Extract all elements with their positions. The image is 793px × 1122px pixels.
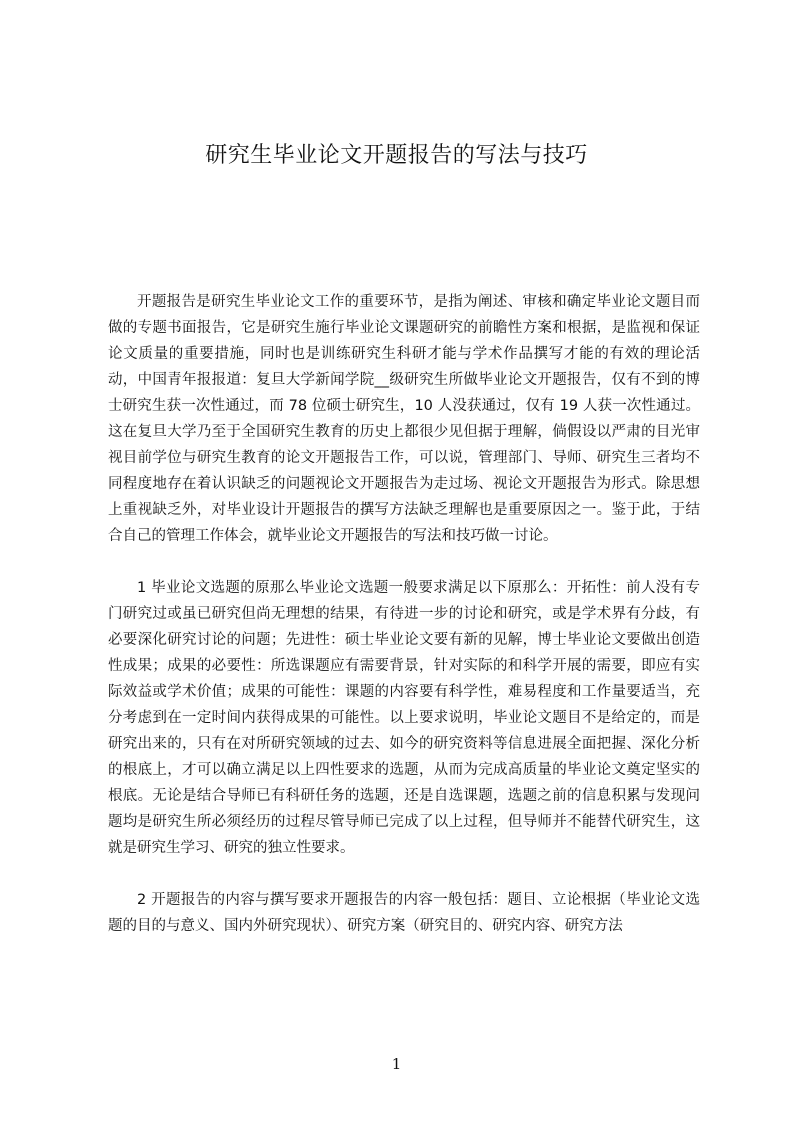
paragraph-section-2: 2 开题报告的内容与撰写要求开题报告的内容一般包括：题目、立论根据（毕业论文选题的目的与意义、国内外研究现状）、研究方案（研究目的、研究内容、研究方法 (108, 892, 700, 934)
document-body (108, 289, 700, 939)
paragraph-section-1: 1 毕业论文选题的原那么毕业论文选题一般要求满足以下原那么：开拓性：前人没有专门研究过或虽已研究但尚无理想的结果，有待进一步的讨论和研究，或是学术界有分歧，有必要深化研究讨论的问题；先进性：硕士毕业论文要有新的见解，博士毕业论文要做出创造性成果；成果的必要性：所选课题应有需要背景，针对实际的和科学开展的需要，即应有实际效益或学术价值；成果的可能性：课题的内容要有科学性，难易程度和工作量要适当，充分考虑到在一定时间内获得成果的可能性。以上要求说明，毕业论文题目不是给定的，而是研究出来的，只有在对所研究领域的过去、如今的研究资料等信息进展全面把握、深化分析的根底上，才可以确立满足以上四性要求的选题，从而为完成高质量的毕业论文奠定坚实的根底。无论是结合导师已有科研任务的选题，还是自选课题，选题之前的信息积累与发现问题均是研究生所必须经历的过程尽管导师已完成了以上过程，但导师并不能替代研究生，这就是研究生学习、研究的独立性要求。 (108, 580, 700, 856)
document-title: 研究生毕业论文开题报告的写法与技巧 (205, 143, 588, 168)
page-number: 1 (391, 1055, 402, 1073)
paragraph-spacer (108, 549, 700, 575)
paragraph-spacer (108, 861, 700, 887)
paragraph-intro: 开题报告是研究生毕业论文工作的重要环节，是指为阐述、审核和确定毕业论文题目而做的专题书面报告，它是研究生施行毕业论文课题研究的前瞻性方案和根据，是监视和保证论文质量的重要措施，同时也是训练研究生科研才能与学术作品撰写才能的有效的理论活动，中国青年报报道：复旦大学新闻学院__级研究生所做毕业论文开题报告，仅有不到的博士研究生获一次性通过，而 78 位硕士研究生，10 人没获通过，仅有 19 人获一次性通过。这在复旦大学乃至于全国研究生教育的历史上都很少见但据于理解，倘假设以严肃的目光审视目前学位与研究生教育的论文开题报告工作，可以说，管理部门、导师、研究生三者均不同程度地存在着认识缺乏的问题视论文开题报告为走过场、视论文开题报告为形式。除思想上重视缺乏外，对毕业设计开题报告的撰写方法缺乏理解也是重要原因之一。鉴于此，于结合自己的管理工作体会，就毕业论文开题报告的写法和技巧做一讨论。 (108, 294, 700, 544)
